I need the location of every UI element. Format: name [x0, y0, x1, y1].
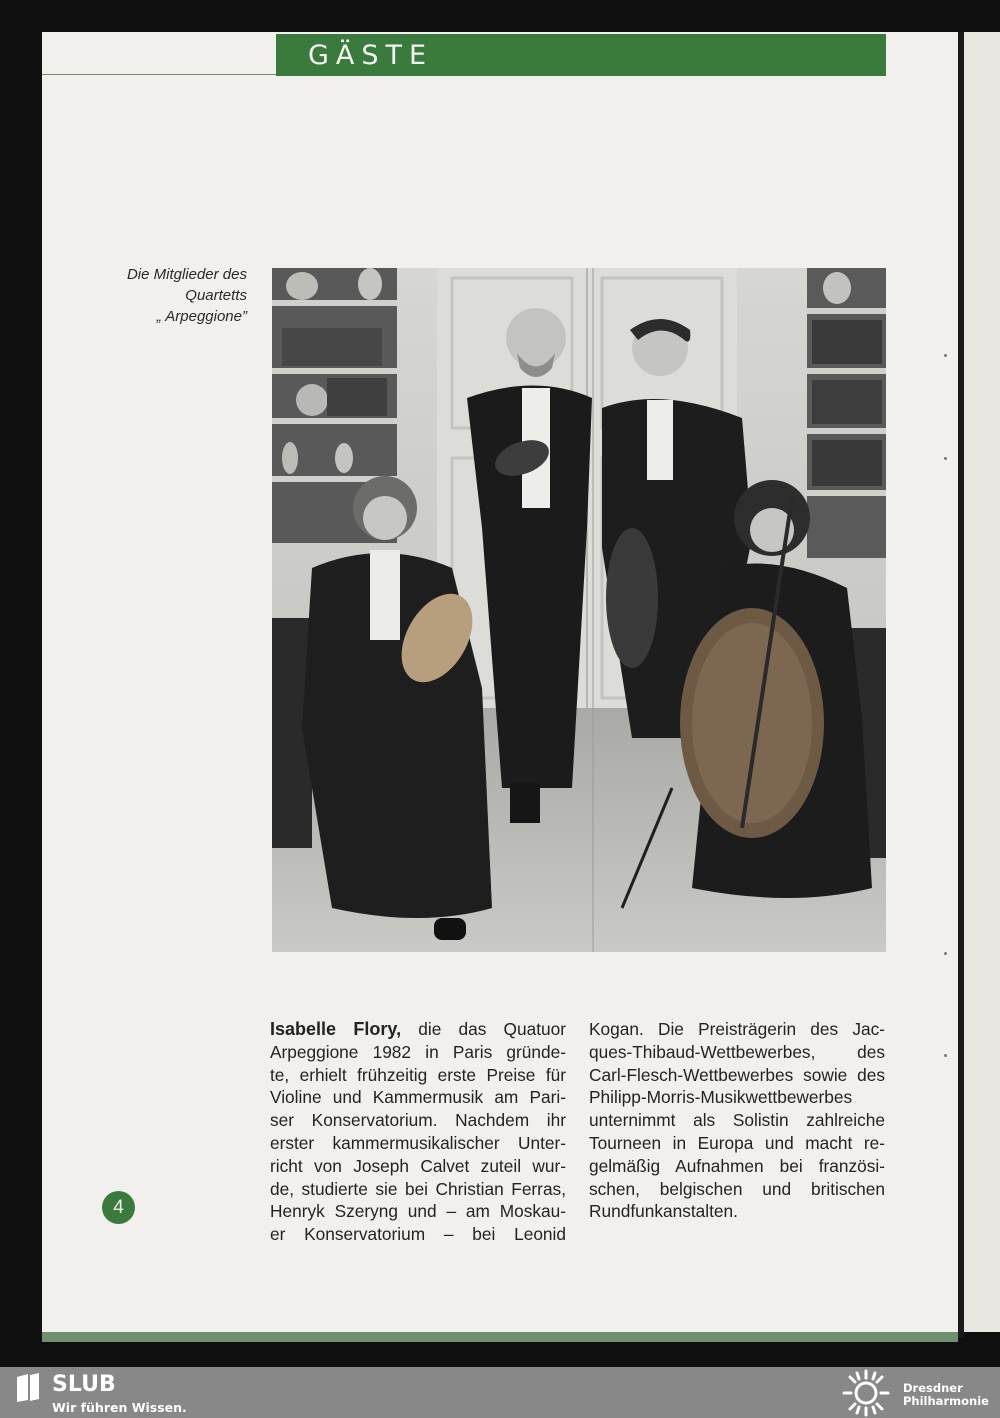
article-line: Carl-Flesch-Wettbewerbes sowie des — [589, 1064, 885, 1085]
library-name: SLUB — [52, 1372, 116, 1397]
article-line: Arpeggione 1982 in Paris gründe- — [270, 1041, 566, 1062]
philharmonie-logo-icon — [840, 1369, 892, 1417]
article-line — [270, 1018, 566, 1041]
paper-speck — [944, 457, 947, 460]
article-line: erster kammermusikalischer Unter- — [270, 1132, 566, 1153]
quartet-photo-illustration — [272, 268, 886, 952]
article-line: ser Konservatorium. Nachdem ihr — [270, 1110, 566, 1131]
paper-speck — [944, 952, 947, 955]
page-edge — [42, 1332, 958, 1342]
article-line: de, studierte sie bei Christian Ferras, — [270, 1178, 566, 1199]
article-line: Rundfunkanstalten. — [589, 1201, 738, 1222]
caption-line: „ Arpeggione” — [156, 308, 247, 325]
caption-line: Die Mitglieder des — [126, 266, 247, 283]
book-icon — [14, 1373, 42, 1403]
article-column-left — [270, 1018, 566, 1246]
article-line: unternimmt als Solistin zahlreiche — [589, 1110, 885, 1131]
page-number: 4 — [102, 1191, 135, 1224]
article-line: Henryk Szeryng und – am Moskau- — [270, 1201, 566, 1222]
library-tagline: Wir führen Wissen. — [52, 1400, 187, 1415]
article-line: er Konservatorium – bei Leonid — [270, 1224, 566, 1245]
partner-name-line: Dresdner — [903, 1381, 963, 1395]
quartet-photo — [272, 268, 886, 952]
lead-name: Isabelle Flory, — [270, 1019, 402, 1039]
paper-speck — [944, 1054, 947, 1057]
partner-name-line: Philharmonie — [903, 1394, 989, 1408]
article-line: gelmäßig Aufnahmen bei französi- — [589, 1155, 885, 1176]
article-line: ques-Thibaud-Wettbewerbes, des — [589, 1041, 885, 1062]
partner-name — [903, 1382, 998, 1408]
caption-line: Quartetts — [185, 287, 247, 304]
photo-caption — [90, 264, 247, 327]
adjacent-page-edge — [964, 32, 1000, 1332]
article-line: schen, belgischen und britischen — [589, 1178, 885, 1199]
article-text: die das Quatuor — [401, 1019, 566, 1039]
article-line: Philipp-Morris-Musikwettbewerbes — [589, 1087, 853, 1108]
header-rule — [42, 74, 276, 75]
article-line: te, erhielt frühzeitig erste Preise für — [270, 1064, 566, 1085]
article-line: Kogan. Die Preisträgerin des Jac- — [589, 1019, 885, 1039]
article-column-right — [589, 1018, 885, 1223]
paper-speck — [944, 354, 947, 357]
section-title: GÄSTE — [308, 40, 434, 71]
article-line: Tourneen in Europa und macht re- — [589, 1132, 885, 1153]
article-line: richt von Joseph Calvet zuteil wur- — [270, 1155, 566, 1176]
article-line: Violine und Kammermusik am Pari- — [270, 1087, 566, 1108]
